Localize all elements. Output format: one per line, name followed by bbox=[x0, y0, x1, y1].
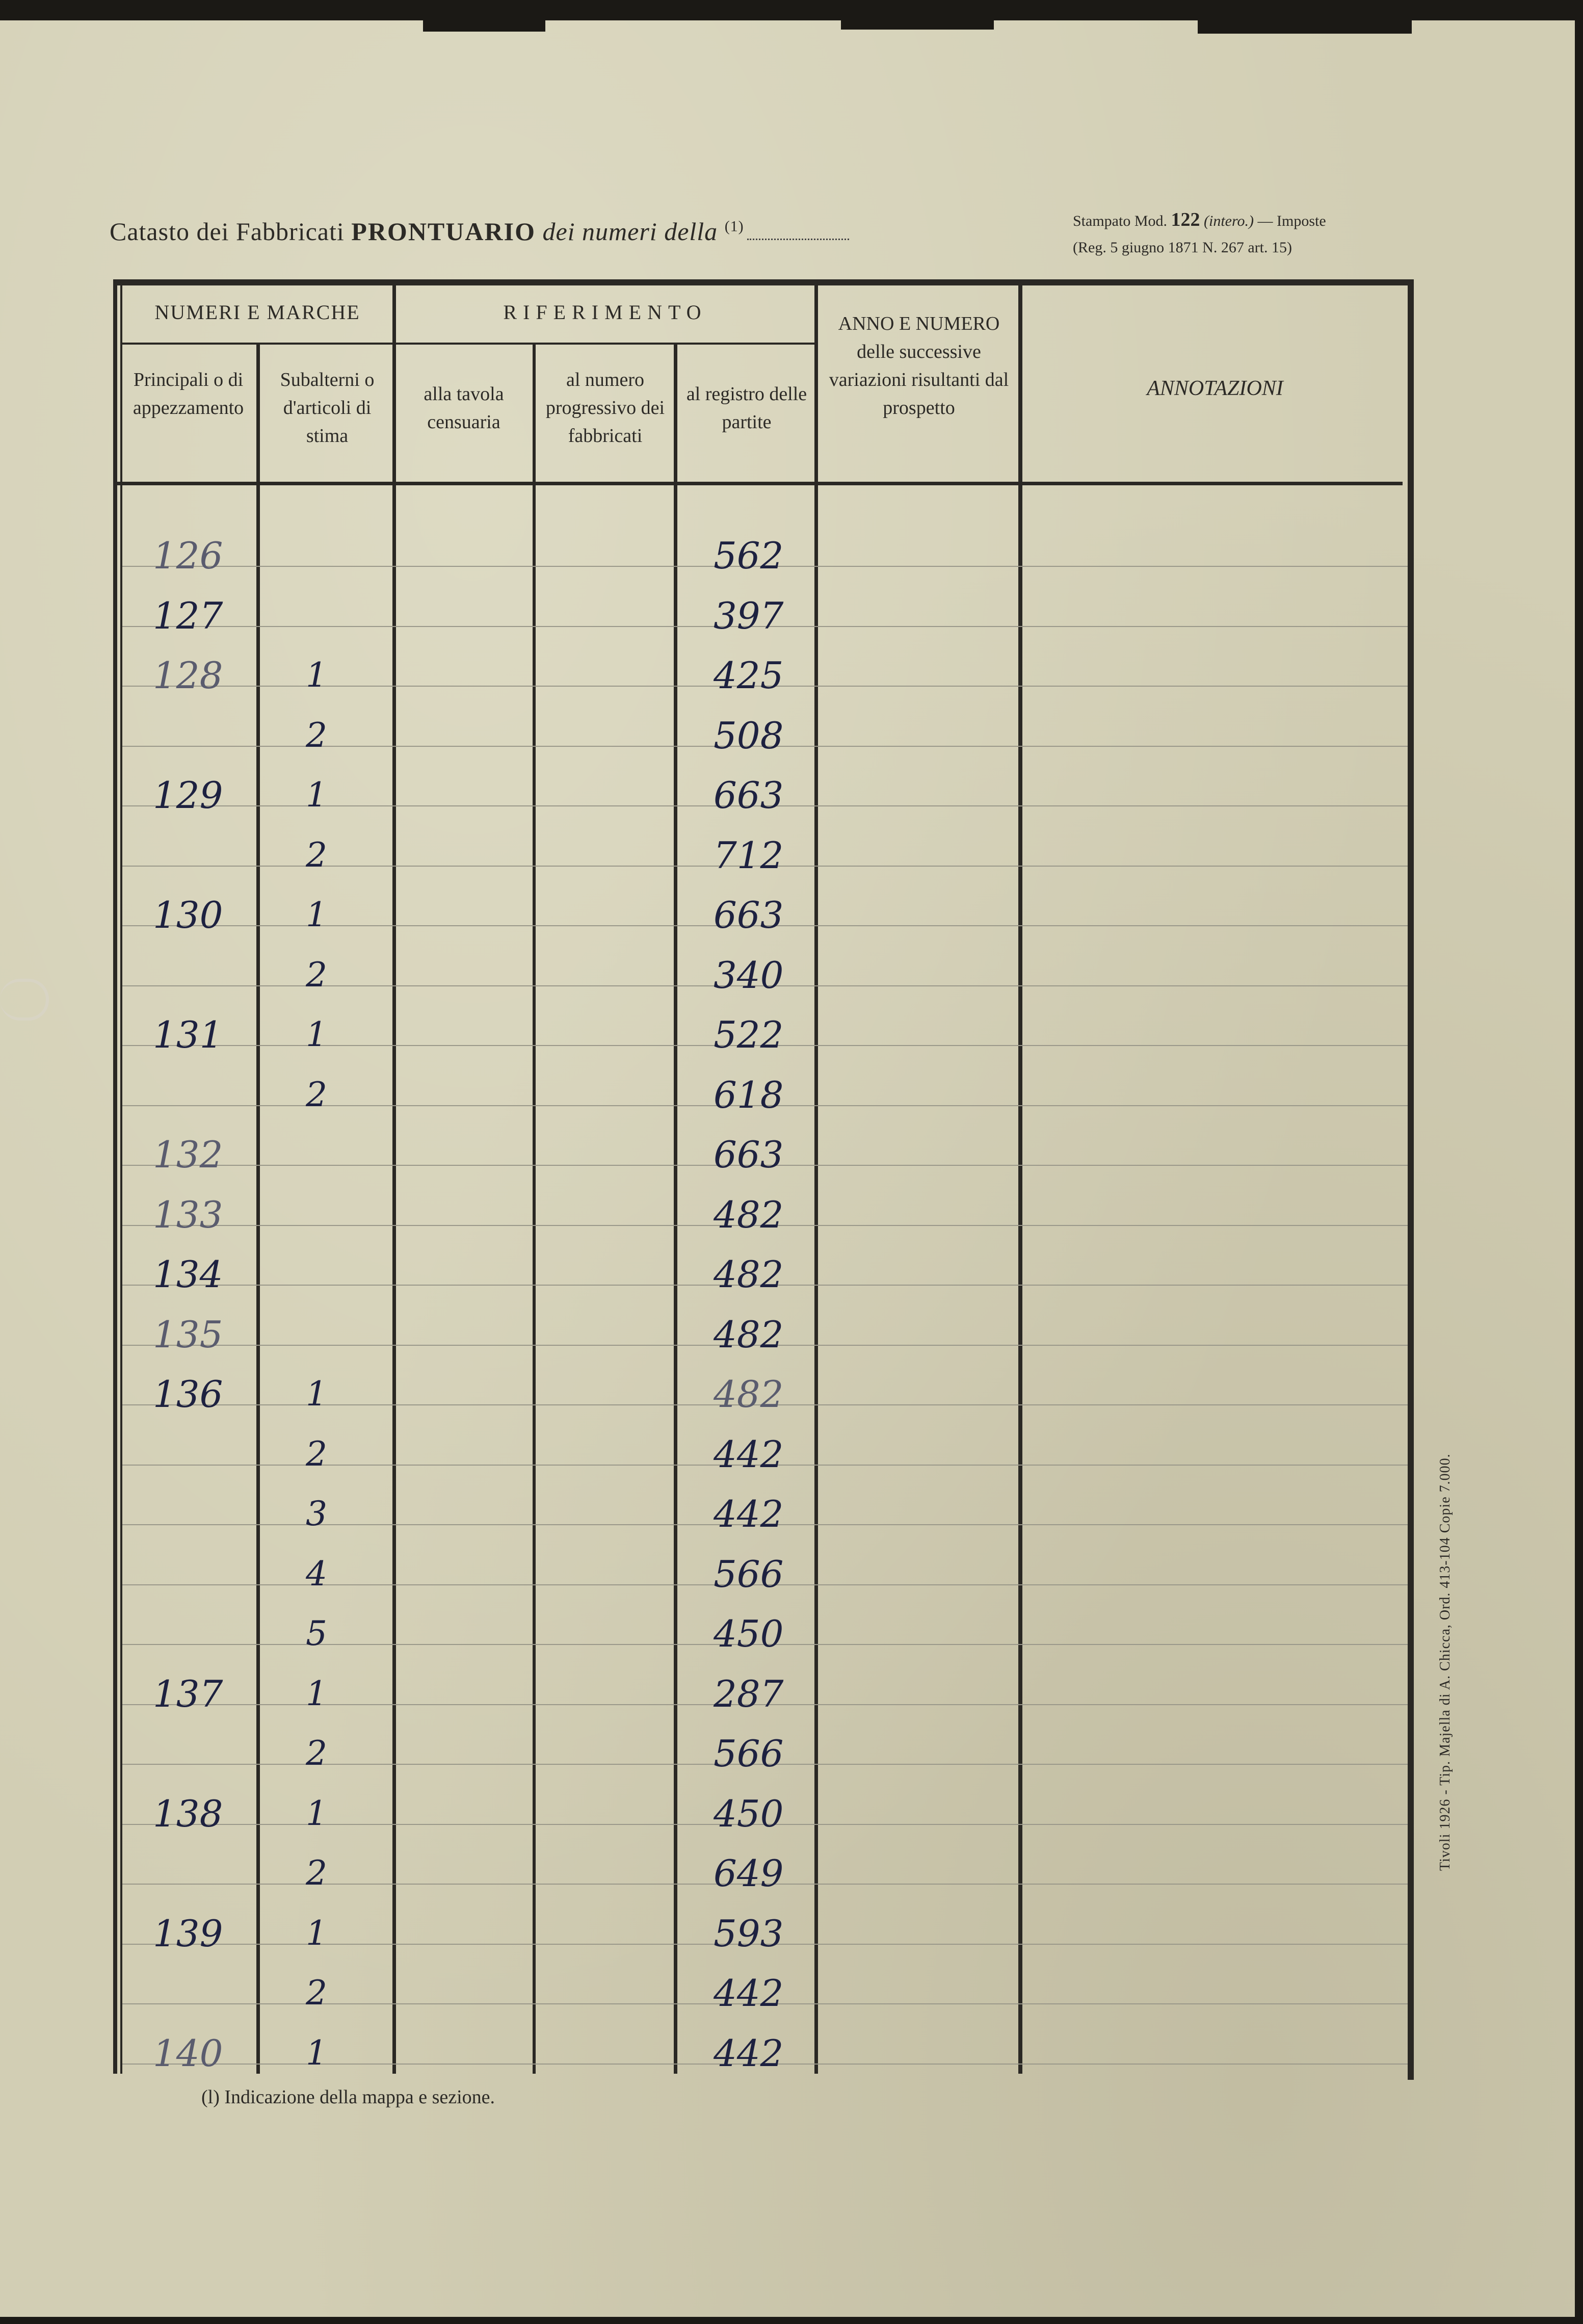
principale-cell: 139 bbox=[153, 1912, 223, 1955]
column-divider bbox=[1018, 285, 1022, 2074]
column-divider bbox=[533, 345, 536, 2074]
printer-imprint: Tivoli 1926 - Tip. Majella di A. Chicca, Ord. 413-104 Copie 7.000. bbox=[1437, 1453, 1453, 1871]
partita-cell: 450 bbox=[714, 1792, 784, 1835]
footnote: (l) Indicazione della mappa e sezione. bbox=[201, 2086, 495, 2108]
footnote-ref: (1) bbox=[724, 218, 744, 235]
print-info bbox=[1073, 206, 1399, 261]
partita-cell: 397 bbox=[714, 594, 784, 637]
partita-cell: 663 bbox=[714, 894, 784, 936]
subalterno-cell: 2 bbox=[306, 1734, 327, 1773]
partita-cell: 663 bbox=[714, 1133, 784, 1176]
subalterno-cell: 2 bbox=[306, 955, 327, 995]
column-divider bbox=[392, 285, 396, 2074]
partita-cell: 566 bbox=[714, 1732, 784, 1775]
principale-cell: 137 bbox=[153, 1673, 223, 1715]
partita-cell: 482 bbox=[714, 1193, 784, 1236]
table-right-border bbox=[1408, 285, 1414, 2080]
title-label: PRONTUARIO bbox=[351, 217, 536, 246]
subalterno-cell: 1 bbox=[306, 656, 327, 695]
torn-edge bbox=[841, 20, 994, 30]
principale-cell: 138 bbox=[153, 1792, 223, 1835]
principale-cell: 131 bbox=[153, 1013, 223, 1056]
subtitle-label: dei numeri della bbox=[542, 217, 718, 246]
document-page bbox=[0, 20, 1575, 2317]
subalterno-cell: 1 bbox=[306, 1674, 327, 1713]
subalterno-cell: 1 bbox=[306, 1374, 327, 1414]
principale-cell: 127 bbox=[153, 594, 223, 637]
header-numeri-marche: NUMERI E MARCHE bbox=[154, 301, 360, 324]
subalterno-cell: 2 bbox=[306, 1853, 327, 1893]
partita-cell: 593 bbox=[714, 1912, 784, 1955]
model-number: 122 bbox=[1171, 209, 1200, 230]
subalterno-cell: 1 bbox=[306, 775, 327, 815]
partita-cell: 562 bbox=[714, 534, 784, 577]
principale-cell: 126 bbox=[153, 534, 223, 577]
header-bottom-border bbox=[113, 482, 1403, 485]
principale-cell: 135 bbox=[153, 1313, 223, 1356]
header-tavola: alla tavola censuaria bbox=[424, 383, 504, 433]
header-numero: al numero progressivo dei fabbricati bbox=[545, 369, 665, 447]
fill-in-line bbox=[747, 223, 849, 240]
partita-cell: 442 bbox=[714, 1433, 784, 1476]
partita-cell: 566 bbox=[714, 1553, 784, 1596]
partita-cell: 649 bbox=[714, 1852, 784, 1895]
header-registro: al registro delle partite bbox=[686, 383, 807, 433]
partita-cell: 508 bbox=[714, 714, 784, 757]
principale-cell: 132 bbox=[153, 1133, 223, 1176]
partita-cell: 522 bbox=[714, 1013, 784, 1056]
partita-cell: 482 bbox=[714, 1373, 784, 1416]
table-left-border-inner bbox=[120, 285, 122, 2074]
partita-cell: 340 bbox=[714, 954, 784, 997]
subalterno-cell: 2 bbox=[306, 1973, 327, 2013]
subalterno-cell: 2 bbox=[306, 835, 327, 875]
column-divider bbox=[256, 345, 260, 2074]
partita-cell: 425 bbox=[714, 654, 784, 697]
principale-cell: 136 bbox=[153, 1373, 223, 1416]
partita-cell: 482 bbox=[714, 1313, 784, 1356]
principale-cell: 133 bbox=[153, 1193, 223, 1236]
partita-cell: 442 bbox=[714, 2032, 784, 2075]
column-divider bbox=[814, 285, 818, 2074]
header-riferimento: RIFERIMENTO bbox=[503, 301, 707, 324]
principale-cell: 128 bbox=[153, 654, 223, 697]
torn-edge bbox=[423, 20, 545, 32]
form-title bbox=[110, 217, 849, 246]
principale-cell: 130 bbox=[153, 894, 223, 936]
series-label: Catasto dei Fabbricati bbox=[110, 217, 345, 246]
subalterno-cell: 1 bbox=[306, 2033, 327, 2073]
table-left-border bbox=[113, 285, 117, 2074]
principale-cell: 140 bbox=[153, 2032, 223, 2075]
subalterno-cell: 5 bbox=[306, 1614, 327, 1653]
subalterno-cell: 4 bbox=[306, 1554, 327, 1594]
partita-cell: 442 bbox=[714, 1493, 784, 1535]
header-principali: Principali o di appezzamento bbox=[133, 369, 244, 419]
partita-cell: 482 bbox=[714, 1253, 784, 1296]
partita-cell: 618 bbox=[714, 1074, 784, 1116]
subalterno-cell: 1 bbox=[306, 1015, 327, 1054]
partita-cell: 287 bbox=[714, 1673, 784, 1715]
subalterno-cell: 1 bbox=[306, 895, 327, 934]
subalterno-cell: 1 bbox=[306, 1794, 327, 1833]
group-divider bbox=[120, 343, 814, 345]
header-annotazioni: ANNOTAZIONI bbox=[1147, 377, 1283, 400]
header-subalterni: Subalterni o d'articoli di stima bbox=[280, 369, 375, 447]
partita-cell: 450 bbox=[714, 1612, 784, 1655]
subalterno-cell: 1 bbox=[306, 1914, 327, 1953]
partita-cell: 712 bbox=[714, 834, 784, 877]
partita-cell: 663 bbox=[714, 774, 784, 817]
subalterno-cell: 2 bbox=[306, 1075, 327, 1114]
torn-edge bbox=[1198, 20, 1412, 34]
principale-cell: 129 bbox=[153, 774, 223, 817]
table-top-border bbox=[113, 279, 1414, 285]
subalterno-cell: 2 bbox=[306, 1434, 327, 1474]
print-line-2: (Reg. 5 giugno 1871 N. 267 art. 15) bbox=[1073, 239, 1292, 256]
partita-cell: 442 bbox=[714, 1972, 784, 2015]
subalterno-cell: 3 bbox=[306, 1494, 327, 1533]
subalterno-cell: 2 bbox=[306, 716, 327, 755]
print-line-1: Stampato Mod. 122 (intero.) — Imposte bbox=[1073, 209, 1326, 230]
principale-cell: 134 bbox=[153, 1253, 223, 1296]
column-divider bbox=[674, 345, 677, 2074]
header-anno-numero: ANNO E NUMERO delle successive variazioni risultanti dal prospetto bbox=[829, 313, 1009, 419]
binding-string bbox=[0, 979, 49, 1021]
